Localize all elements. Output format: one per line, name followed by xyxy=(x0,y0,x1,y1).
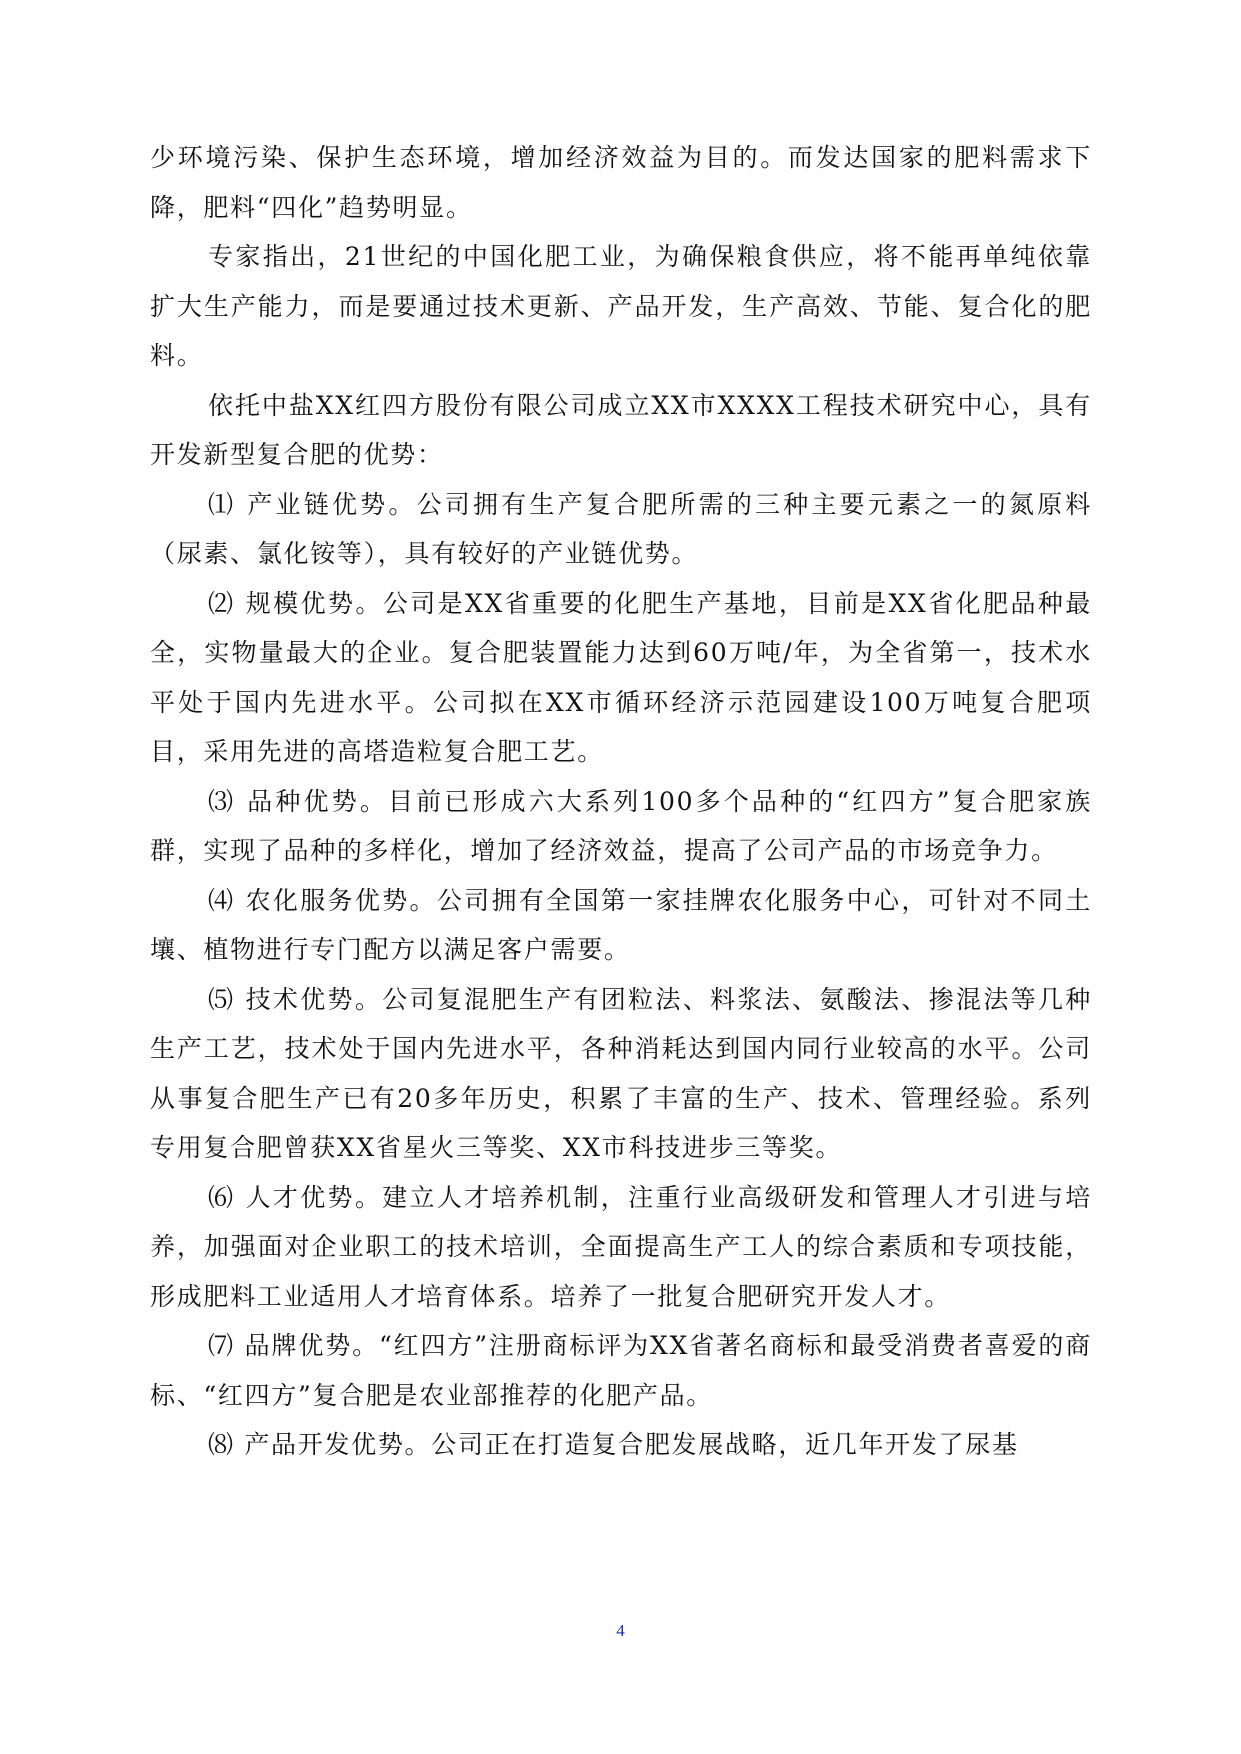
page-number: 4 xyxy=(616,1621,625,1640)
list-item-4: ⑷ 农化服务优势。公司拥有全国第一家挂牌农化服务中心，可针对不同土壤、植物进行专门配方以满足客户需要。 xyxy=(150,885,1092,964)
list-item-7: ⑺ 品牌优势。“红四方”注册商标评为XX省著名商标和最受消费者喜爱的商标、“红四方”复合肥是农业部推荐的化肥产品。 xyxy=(150,1331,1092,1410)
list-item-3: ⑶ 品种优势。目前已形成六大系列100多个品种的“红四方”复合肥家族群，实现了品种的多样化，增加了经济效益，提高了公司产品的市场竞争力。 xyxy=(150,786,1092,865)
list-item-2: ⑵ 规模优势。公司是XX省重要的化肥生产基地，目前是XX省化肥品种最全，实物量最大的企业。复合肥装置能力达到60万吨/年，为全省第一，技术水平处于国内先进水平。公司拟在XX市循环经济示范园建设100万吨复合肥项目，采用先进的高塔造粒复合肥工艺。 xyxy=(150,588,1092,766)
paragraph-1: 少环境污染、保护生态环境，增加经济效益为目的。而发达国家的肥料需求下降，肥料“四化”趋势明显。 xyxy=(150,143,1092,222)
list-item-8: ⑻ 产品开发优势。公司正在打造复合肥发展战略，近几年开发了尿基 xyxy=(208,1430,1019,1459)
paragraph-3: 依托中盐XX红四方股份有限公司成立XX市XXXX工程技术研究中心，具有开发新型复合肥的优势： xyxy=(150,390,1092,469)
list-item-5: ⑸ 技术优势。公司复混肥生产有团粒法、料浆法、氨酸法、掺混法等几种生产工艺，技术处于国内先进水平，各种消耗达到国内同行业较高的水平。公司从事复合肥生产已有20多年历史，积累了丰富的生产、技术、管理经验。系列专用复合肥曾获XX省星火三等奖、XX市科技进步三等奖。 xyxy=(150,984,1092,1162)
list-item-6: ⑹ 人才优势。建立人才培养机制，注重行业高级研发和管理人才引进与培养，加强面对企业职工的技术培训，全面提高生产工人的综合素质和专项技能，形成肥料工业适用人才培育体系。培养了一批复合肥研究开发人才。 xyxy=(150,1182,1092,1311)
paragraph-2: 专家指出，21世纪的中国化肥工业，为确保粮食供应，将不能再单纯依靠扩大生产能力，而是要通过技术更新、产品开发，生产高效、节能、复合化的肥料。 xyxy=(150,242,1092,370)
list-item-1: ⑴ 产业链优势。公司拥有生产复合肥所需的三种主要元素之一的氮原料（尿素、氯化铵等），具有较好的产业链优势。 xyxy=(150,489,1092,568)
body-text xyxy=(150,133,1092,1470)
